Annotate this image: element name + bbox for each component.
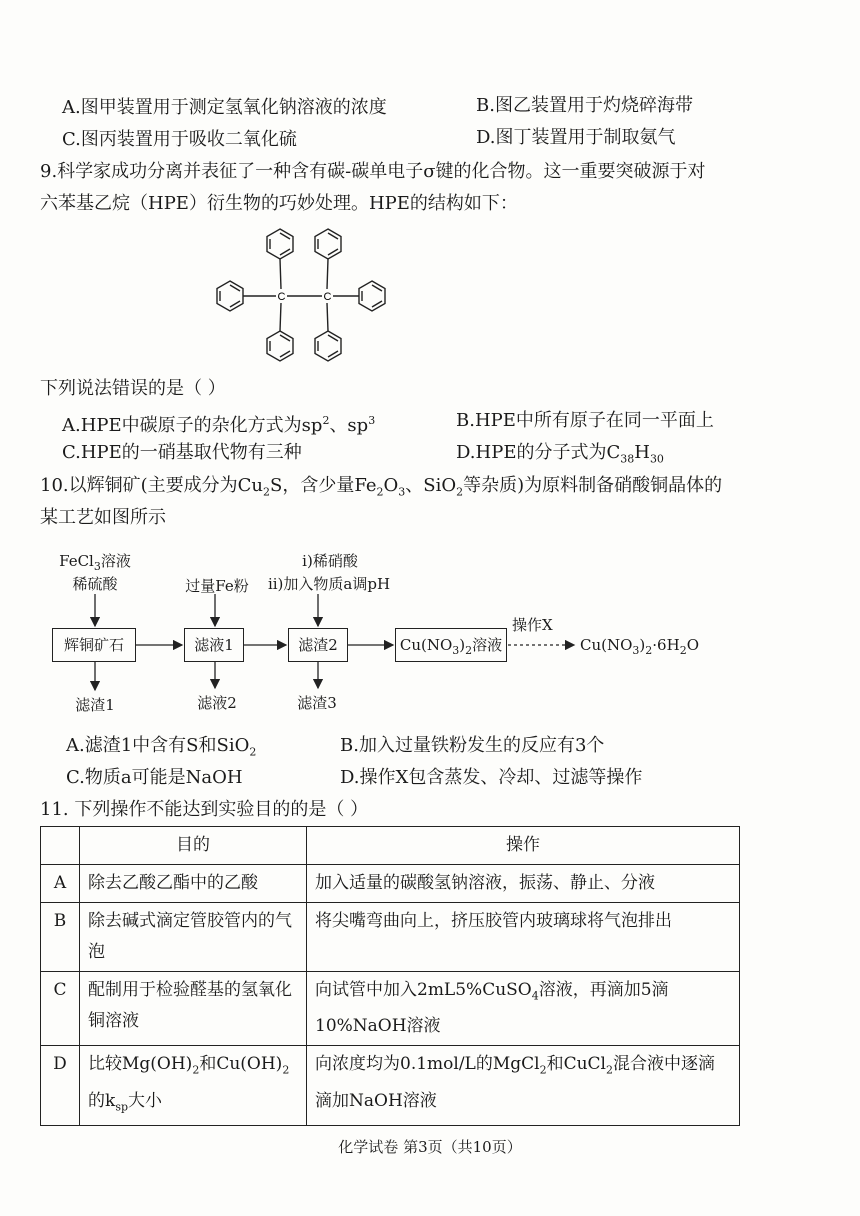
table-row — [41, 903, 740, 972]
q9-option-d: D.HPE的分子式为$C_{38}H_{30}$ — [456, 442, 664, 466]
q9-option-b: B.HPE中所有原子在同一平面上 — [456, 410, 714, 431]
row-purpose: 比较$Mg(OH)_2$和$Cu(OH)_2$的$k_{sp}$大小 — [80, 1046, 307, 1126]
row-operation: 向浓度均为0.1mol/L的MgCl$_2$和CuCl$_2$混合液中逐滴滴加NaOH溶液 — [307, 1046, 740, 1126]
box-cu-nitrate-solution: $Cu(NO_3)_2$溶液 — [395, 628, 507, 662]
hpe-structure-diagram — [205, 224, 405, 368]
output-residue-1: 滤渣1 — [75, 696, 115, 714]
header-operation: 操作 — [307, 827, 740, 865]
row-key: C — [41, 972, 80, 1046]
box-chalcocite-ore: 辉铜矿石 — [52, 628, 136, 662]
q11-table — [40, 826, 740, 1126]
q10-stem-line2: 某工艺如图所示 — [40, 507, 166, 528]
page-footer: 化学试卷 第3页（共10页） — [338, 1138, 522, 1156]
reagent-substance-a: ii)加入物质a调pH — [267, 575, 391, 593]
label-product: $Cu(NO_3)_2\cdot 6H_2O$ — [580, 636, 699, 657]
hpe-carbon-label-left: C — [277, 291, 286, 303]
box-filtrate-1: 滤液1 — [184, 628, 244, 662]
q10-option-a: A.滤渣1中含有S和SiO$_2$ — [66, 735, 257, 759]
row-purpose: 除去碱式滴定管胶管内的气泡 — [80, 903, 307, 972]
q9-stem-line2: 六苯基乙烷（HPE）衍生物的巧妙处理。HPE的结构如下： — [40, 193, 518, 214]
row-operation: 加入适量的碳酸氢钠溶液，振荡、静止、分液 — [307, 865, 740, 903]
table-header-row — [41, 827, 740, 865]
reagent-dilute-sulfuric-acid: 稀硫酸 — [72, 575, 118, 593]
q10-option-c: C.物质a可能是NaOH — [66, 767, 243, 788]
q9-option-c: C.HPE的一硝基取代物有三种 — [62, 442, 302, 463]
reagent-fecl3: FeCl$_3$溶液 — [59, 552, 131, 573]
q11-stem: 11. 下列操作不能达到实验目的的是（ ） — [40, 799, 369, 820]
row-operation: 向试管中加入2mL5%CuSO$_4$溶液，再滴加5滴10%NaOH溶液 — [307, 972, 740, 1046]
output-residue-3: 滤渣3 — [297, 694, 337, 712]
row-purpose: 配制用于检验醛基的氢氧化铜溶液 — [80, 972, 307, 1046]
table-row — [41, 972, 740, 1046]
q9-option-a: A.HPE中碳原子的杂化方式为$sp^2$、$sp^3$ — [62, 414, 376, 436]
hpe-carbon-label-right: C — [323, 291, 332, 303]
reagent-excess-fe-powder: 过量Fe粉 — [185, 577, 249, 595]
output-filtrate-2: 滤液2 — [197, 694, 237, 712]
label-operation-x: 操作X — [512, 616, 553, 634]
q9-prompt: 下列说法错误的是（ ） — [40, 378, 226, 399]
reagent-dilute-nitric-acid: i)稀硝酸 — [302, 552, 358, 570]
q10-stem-line1: 10.以辉铜矿(主要成分为$Cu_2S$，含少量$Fe_2O_3$、SiO$_2$等杂质)为原料制备硝酸铜晶体的 — [40, 475, 723, 499]
row-operation: 将尖嘴弯曲向上，挤压胶管内玻璃球将气泡排出 — [307, 903, 740, 972]
row-purpose: 除去乙酸乙酯中的乙酸 — [80, 865, 307, 903]
table-row — [41, 1046, 740, 1126]
flowchart-arrows — [0, 540, 860, 710]
q9-stem-line1: 9.科学家成功分离并表征了一种含有碳-碳单电子σ键的化合物。这一重要突破源于对 — [40, 161, 706, 182]
header-purpose: 目的 — [80, 827, 307, 865]
q8-option-b: B.图乙装置用于灼烧碎海带 — [476, 95, 693, 116]
q8-option-d: D.图丁装置用于制取氨气 — [476, 127, 676, 148]
q10-option-d: D.操作X包含蒸发、冷却、过滤等操作 — [340, 767, 643, 788]
box-residue-2: 滤渣2 — [288, 628, 348, 662]
q8-option-c: C.图丙装置用于吸收二氧化硫 — [62, 129, 297, 150]
q8-option-a: A.图甲装置用于测定氢氧化钠溶液的浓度 — [62, 97, 387, 118]
table-row — [41, 865, 740, 903]
row-key: A — [41, 865, 80, 903]
q10-option-b: B.加入过量铁粉发生的反应有3个 — [340, 735, 605, 756]
row-key: D — [41, 1046, 80, 1126]
row-key: B — [41, 903, 80, 972]
